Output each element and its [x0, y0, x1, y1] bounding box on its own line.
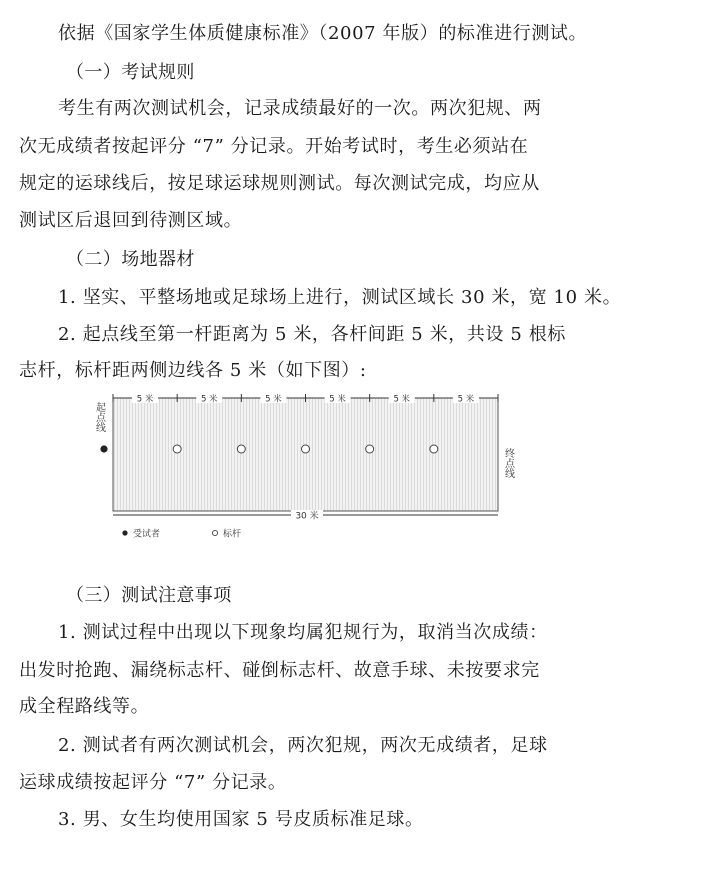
section-2-item-1: 1. 坚实、平整场地或足球场上进行，测试区域长 30 米，宽 10 米。 [58, 287, 622, 308]
segment-label: 5 米 [136, 394, 154, 405]
section-3-item-2: 运球成绩按起评分 “7” 分记录。 [19, 772, 287, 793]
section-1-line: 规定的运球线后，按足球运球规则测试。每次测试完成，均应从 [19, 173, 540, 194]
legend-tester-marker [122, 530, 127, 535]
start-line-label: 起点线 [93, 402, 105, 432]
section-3-item-2: 2. 测试者有两次测试机会，两次犯规，两次无成绩者，足球 [58, 735, 548, 756]
segment-label: 5 米 [457, 394, 475, 405]
segment-label: 5 米 [265, 394, 282, 405]
tester-marker [100, 445, 107, 452]
section-3-item-3: 3. 男、女生均使用国家 5 号皮质标准足球。 [58, 809, 424, 830]
section-1-line: 次无成绩者按起评分 “7” 分记录。开始考试时，考生必须站在 [19, 136, 529, 157]
section-2-item-2: 2. 起点线至第一杆距离为 5 米，各杆间距 5 米，共设 5 根标 [58, 324, 566, 345]
end-line-label: 终点线 [502, 448, 514, 478]
section-3-heading: （三）测试注意事项 [66, 585, 232, 606]
section-3-item-1: 成全程路线等。 [19, 696, 150, 717]
legend-pole-marker [212, 530, 217, 535]
pole-marker [430, 445, 438, 453]
intro-paragraph: 依据《国家学生体质健康标准》（2007 年版）的标准进行测试。 [58, 23, 588, 44]
section-2-item-2: 志杆，标杆距两侧边线各 5 米（如下图）: [19, 360, 367, 381]
pole-marker [366, 445, 374, 453]
section-3-item-1: 出发时抢跑、漏绕标志杆、碰倒标志杆、故意手球、未按要求完 [19, 660, 540, 681]
pole-marker [237, 445, 245, 453]
legend-tester-label: 受试者 [133, 529, 161, 540]
pole-marker [173, 445, 181, 453]
total-length-label: 30 米 [295, 511, 319, 522]
pole-marker [302, 445, 310, 453]
dribbling-field-diagram [95, 390, 515, 540]
section-2-heading: （二）场地器材 [66, 249, 195, 270]
section-3-item-1: 1. 测试过程中出现以下现象均属犯规行为，取消当次成绩： [58, 622, 548, 643]
test-area [113, 398, 498, 511]
segment-label: 5 米 [200, 394, 218, 405]
legend-pole-label: 标杆 [223, 529, 242, 540]
segment-label: 5 米 [393, 394, 411, 405]
segment-label: 5 米 [329, 394, 346, 405]
section-1-line: 测试区后退回到待测区域。 [19, 210, 243, 231]
section-1-heading: （一）考试规则 [66, 62, 195, 83]
section-1-line: 考生有两次测试机会，记录成绩最好的一次。两次犯规、两 [58, 98, 542, 119]
